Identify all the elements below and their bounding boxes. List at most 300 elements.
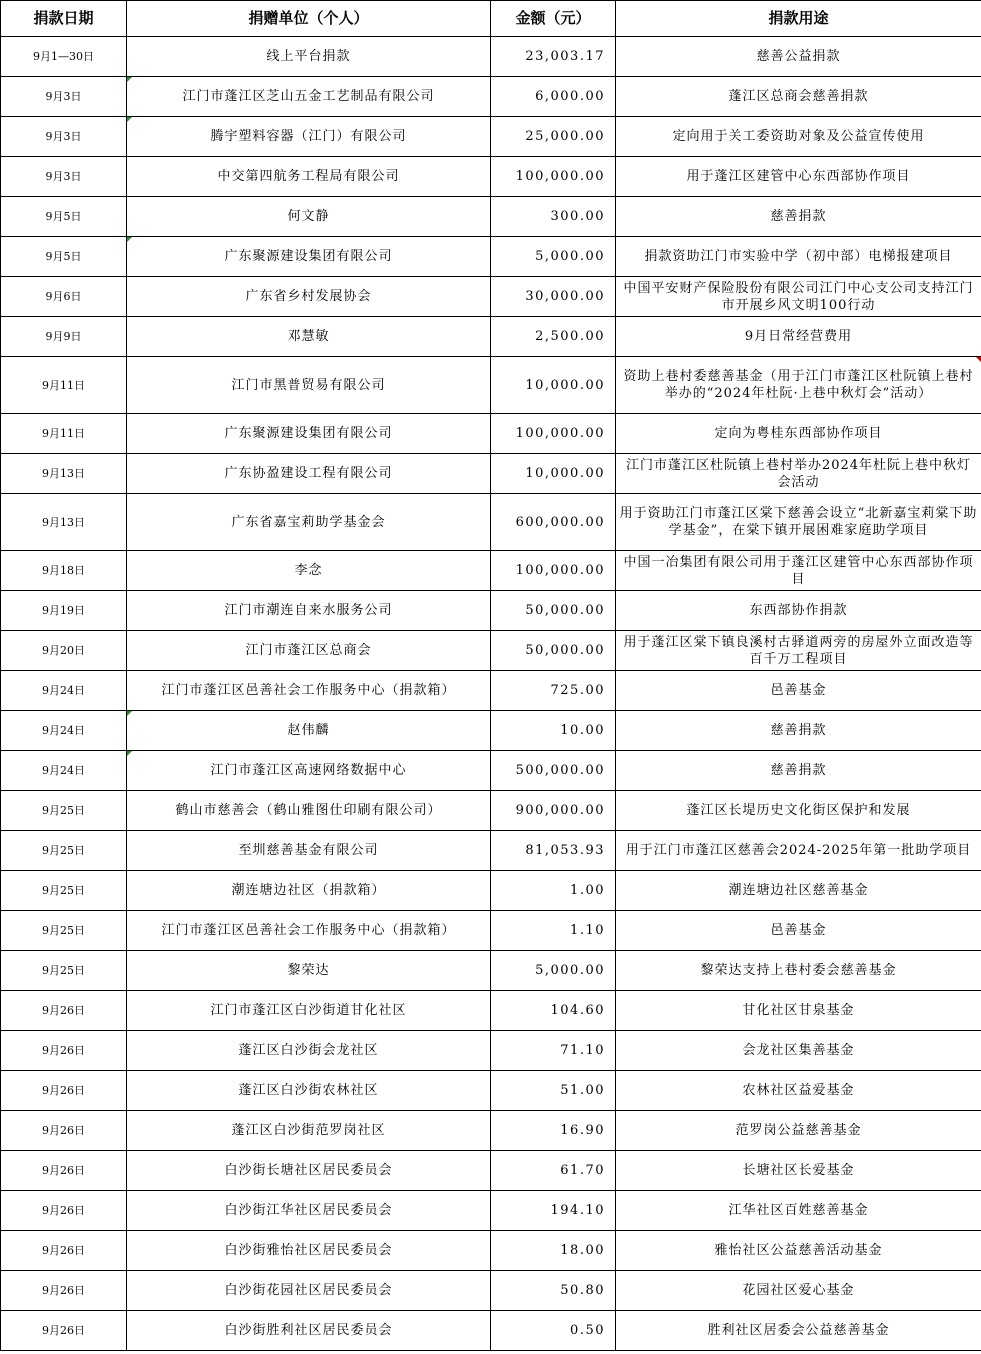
comment-marker-icon bbox=[127, 117, 132, 122]
purpose-cell bbox=[616, 911, 981, 951]
purpose-cell-text: 范罗岗公益慈善基金 bbox=[735, 1123, 862, 1138]
table-row bbox=[1, 831, 981, 871]
donor-cell-text: 白沙街花园社区居民委员会 bbox=[224, 1283, 393, 1298]
purpose-cell bbox=[616, 494, 981, 551]
date-cell bbox=[1, 951, 127, 991]
purpose-cell bbox=[616, 454, 981, 494]
purpose-cell bbox=[616, 1151, 981, 1191]
amount-cell bbox=[491, 1151, 616, 1191]
date-cell bbox=[1, 711, 127, 751]
donor-cell-text: 赵伟麟 bbox=[287, 723, 330, 738]
amount-cell-text: 2,500.00 bbox=[535, 329, 605, 344]
donor-cell-text: 白沙街江华社区居民委员会 bbox=[224, 1203, 393, 1218]
table-row bbox=[1, 1031, 981, 1071]
donor-cell-text: 邓慧敏 bbox=[287, 329, 330, 344]
donor-cell bbox=[127, 1031, 491, 1071]
purpose-cell bbox=[616, 1111, 981, 1151]
purpose-cell bbox=[616, 551, 981, 591]
purpose-cell bbox=[616, 77, 981, 117]
amount-cell bbox=[491, 1111, 616, 1151]
amount-cell-text: 104.60 bbox=[550, 1003, 605, 1018]
date-cell-text: 9月1—30日 bbox=[33, 50, 94, 63]
donor-cell-text: 中交第四航务工程局有限公司 bbox=[217, 169, 400, 184]
amount-cell-text: 23,003.17 bbox=[525, 49, 605, 64]
amount-cell bbox=[491, 454, 616, 494]
donor-cell bbox=[127, 414, 491, 454]
donor-cell-text: 何文静 bbox=[287, 209, 330, 224]
amount-cell bbox=[491, 831, 616, 871]
purpose-cell bbox=[616, 1311, 981, 1351]
amount-cell bbox=[491, 1031, 616, 1071]
table-row bbox=[1, 1151, 981, 1191]
amount-cell-text: 900,000.00 bbox=[515, 803, 605, 818]
amount-cell bbox=[491, 671, 616, 711]
donor-cell-text: 江门市潮连自来水服务公司 bbox=[224, 603, 393, 618]
donor-cell-text: 白沙街雅怡社区居民委员会 bbox=[224, 1243, 393, 1258]
date-cell bbox=[1, 1191, 127, 1231]
purpose-cell-text: 东西部协作捐款 bbox=[749, 603, 848, 618]
donor-cell-text: 江门市蓬江区总商会 bbox=[245, 643, 372, 658]
purpose-cell-text: 潮连塘边社区慈善基金 bbox=[728, 883, 869, 898]
amount-cell bbox=[491, 551, 616, 591]
purpose-cell bbox=[616, 157, 981, 197]
date-cell-text: 9月11日 bbox=[42, 378, 85, 392]
amount-cell bbox=[491, 911, 616, 951]
header-date: 捐款日期 bbox=[1, 1, 127, 37]
purpose-cell bbox=[616, 831, 981, 871]
table-row bbox=[1, 751, 981, 791]
amount-cell-text: 1.10 bbox=[570, 923, 605, 938]
table-row bbox=[1, 317, 981, 357]
date-cell bbox=[1, 1231, 127, 1271]
donor-cell-text: 江门市蓬江区芝山五金工艺制品有限公司 bbox=[182, 89, 435, 104]
amount-cell bbox=[491, 237, 616, 277]
table-row bbox=[1, 37, 981, 77]
amount-cell-text: 61.70 bbox=[560, 1163, 605, 1178]
header-purpose: 捐款用途 bbox=[616, 1, 981, 37]
table-row bbox=[1, 277, 981, 317]
purpose-cell bbox=[616, 317, 981, 357]
amount-cell-text: 10,000.00 bbox=[525, 377, 605, 393]
amount-cell bbox=[491, 871, 616, 911]
amount-cell bbox=[491, 711, 616, 751]
purpose-cell-text: 蓬江区总商会慈善捐款 bbox=[728, 89, 869, 104]
purpose-cell bbox=[616, 414, 981, 454]
date-cell-text: 9月25日 bbox=[42, 844, 85, 857]
purpose-cell-text: 用于资助江门市蓬江区棠下慈善会设立“北新嘉宝莉棠下助学基金”，在棠下镇开展困难家庭助学项目 bbox=[619, 506, 978, 538]
date-cell-text: 9月11日 bbox=[42, 427, 85, 440]
purpose-cell-text: 江华社区百姓慈善基金 bbox=[728, 1203, 869, 1218]
purpose-cell bbox=[616, 1231, 981, 1271]
date-cell-text: 9月26日 bbox=[42, 1164, 85, 1177]
date-cell-text: 9月26日 bbox=[42, 1044, 85, 1057]
amount-cell bbox=[491, 1191, 616, 1231]
purpose-cell bbox=[616, 791, 981, 831]
amount-cell-text: 50,000.00 bbox=[525, 603, 605, 618]
donor-cell-text: 腾宇塑料容器（江门）有限公司 bbox=[210, 129, 407, 144]
date-cell bbox=[1, 1311, 127, 1351]
purpose-cell-text: 用于蓬江区建管中心东西部协作项目 bbox=[686, 169, 911, 184]
table-row bbox=[1, 951, 981, 991]
amount-cell bbox=[491, 157, 616, 197]
date-cell bbox=[1, 751, 127, 791]
amount-cell-text: 50,000.00 bbox=[525, 643, 605, 658]
amount-cell-text: 30,000.00 bbox=[525, 289, 605, 304]
purpose-cell bbox=[616, 751, 981, 791]
donor-cell bbox=[127, 671, 491, 711]
date-cell-text: 9月26日 bbox=[42, 1084, 85, 1097]
date-cell bbox=[1, 791, 127, 831]
purpose-cell-text: 江门市蓬江区杜阮镇上巷村举办2024年杜阮上巷中秋灯会活动 bbox=[625, 457, 972, 490]
purpose-cell bbox=[616, 1031, 981, 1071]
purpose-cell bbox=[616, 991, 981, 1031]
purpose-cell-text: 长塘社区长爱基金 bbox=[742, 1163, 855, 1178]
amount-cell-text: 6,000.00 bbox=[535, 89, 605, 104]
donor-cell bbox=[127, 871, 491, 911]
purpose-cell-text: 会龙社区集善基金 bbox=[742, 1043, 855, 1058]
donor-cell-text: 江门市黑普贸易有限公司 bbox=[231, 377, 386, 393]
amount-cell bbox=[491, 357, 616, 414]
donor-cell bbox=[127, 951, 491, 991]
date-cell-text: 9月25日 bbox=[42, 924, 85, 937]
date-cell-text: 9月26日 bbox=[42, 1004, 85, 1017]
date-cell-text: 9月25日 bbox=[42, 884, 85, 897]
donor-cell-text: 广东聚源建设集团有限公司 bbox=[224, 426, 393, 441]
date-cell-text: 9月24日 bbox=[42, 684, 85, 697]
date-cell-text: 9月26日 bbox=[42, 1124, 85, 1137]
donor-cell bbox=[127, 1071, 491, 1111]
purpose-cell-text: 农林社区益爱基金 bbox=[742, 1083, 855, 1098]
purpose-cell-text: 慈善捐款 bbox=[770, 209, 827, 224]
date-cell bbox=[1, 414, 127, 454]
amount-cell bbox=[491, 1271, 616, 1311]
amount-cell-text: 600,000.00 bbox=[515, 514, 605, 530]
purpose-cell-text: 资助上巷村委慈善基金（用于江门市蓬江区杜阮镇上巷村举办的“2024年杜阮·上巷中秋灯会”活动） bbox=[623, 369, 974, 401]
amount-cell-text: 1.00 bbox=[570, 883, 605, 898]
purpose-cell-text: 中国一冶集团有限公司用于蓬江区建管中心东西部协作项目 bbox=[623, 554, 974, 587]
date-cell-text: 9月26日 bbox=[42, 1284, 85, 1297]
donor-cell bbox=[127, 237, 491, 277]
date-cell-text: 9月13日 bbox=[42, 515, 85, 529]
donor-cell bbox=[127, 157, 491, 197]
amount-cell bbox=[491, 1231, 616, 1271]
amount-cell bbox=[491, 197, 616, 237]
header-row bbox=[1, 1, 981, 37]
purpose-cell-text: 邑善基金 bbox=[770, 923, 827, 938]
amount-cell bbox=[491, 37, 616, 77]
table-row bbox=[1, 991, 981, 1031]
table-row bbox=[1, 1071, 981, 1111]
comment-marker-icon bbox=[127, 77, 132, 82]
date-cell bbox=[1, 1071, 127, 1111]
amount-cell bbox=[491, 631, 616, 671]
donor-cell bbox=[127, 357, 491, 414]
donor-cell-text: 江门市蓬江区邑善社会工作服务中心（捐款箱） bbox=[161, 923, 456, 938]
date-cell-text: 9月5日 bbox=[45, 250, 82, 263]
donor-cell-text: 线上平台捐款 bbox=[266, 49, 351, 64]
donor-cell bbox=[127, 494, 491, 551]
table-row bbox=[1, 454, 981, 494]
amount-cell-text: 10,000.00 bbox=[525, 466, 605, 481]
date-cell bbox=[1, 831, 127, 871]
purpose-cell bbox=[616, 1271, 981, 1311]
amount-cell-text: 100,000.00 bbox=[515, 426, 605, 441]
donor-cell bbox=[127, 991, 491, 1031]
donor-cell bbox=[127, 277, 491, 317]
donor-cell bbox=[127, 1311, 491, 1351]
table-row bbox=[1, 591, 981, 631]
table-row bbox=[1, 711, 981, 751]
amount-cell-text: 25,000.00 bbox=[525, 129, 605, 144]
purpose-cell bbox=[616, 197, 981, 237]
donor-cell bbox=[127, 317, 491, 357]
amount-cell-text: 0.50 bbox=[570, 1323, 605, 1338]
purpose-cell-text: 中国平安财产保险股份有限公司江门中心支公司支持江门市开展乡风文明100行动 bbox=[623, 280, 974, 313]
donor-cell bbox=[127, 77, 491, 117]
date-cell bbox=[1, 117, 127, 157]
donor-cell-text: 鹤山市慈善会（鹤山雅图仕印刷有限公司） bbox=[175, 803, 442, 818]
table-row bbox=[1, 1191, 981, 1231]
comment-marker-icon bbox=[127, 711, 132, 716]
amount-cell-text: 725.00 bbox=[550, 683, 605, 698]
amount-cell-text: 300.00 bbox=[550, 209, 605, 224]
date-cell bbox=[1, 454, 127, 494]
donor-cell-text: 黎荣达 bbox=[287, 963, 330, 978]
donor-cell bbox=[127, 37, 491, 77]
amount-cell bbox=[491, 77, 616, 117]
header-donor: 捐赠单位（个人） bbox=[127, 1, 491, 37]
date-cell bbox=[1, 1271, 127, 1311]
purpose-cell bbox=[616, 951, 981, 991]
date-cell bbox=[1, 37, 127, 77]
amount-cell bbox=[491, 751, 616, 791]
date-cell bbox=[1, 77, 127, 117]
date-cell-text: 9月9日 bbox=[45, 330, 82, 343]
purpose-cell bbox=[616, 277, 981, 317]
donor-cell-text: 广东聚源建设集团有限公司 bbox=[224, 249, 393, 264]
amount-cell-text: 10.00 bbox=[560, 723, 605, 738]
amount-cell bbox=[491, 494, 616, 551]
amount-cell-text: 100,000.00 bbox=[515, 563, 605, 578]
donor-cell-text: 蓬江区白沙街会龙社区 bbox=[238, 1043, 379, 1058]
donor-cell-text: 潮连塘边社区（捐款箱） bbox=[231, 883, 386, 898]
amount-cell-text: 81,053.93 bbox=[525, 843, 605, 858]
donor-cell bbox=[127, 1231, 491, 1271]
purpose-cell-text: 9月日常经营费用 bbox=[744, 329, 853, 344]
donor-cell-text: 蓬江区白沙街农林社区 bbox=[238, 1083, 379, 1098]
date-cell-text: 9月20日 bbox=[42, 644, 85, 657]
date-cell-text: 9月3日 bbox=[45, 90, 82, 103]
donor-cell-text: 江门市蓬江区高速网络数据中心 bbox=[210, 763, 407, 778]
table-body bbox=[1, 37, 981, 1351]
table-row bbox=[1, 117, 981, 157]
purpose-cell bbox=[616, 357, 981, 414]
amount-cell-text: 50.80 bbox=[560, 1283, 605, 1298]
purpose-cell bbox=[616, 237, 981, 277]
purpose-cell-text: 蓬江区长堤历史文化街区保护和发展 bbox=[686, 803, 911, 818]
table-row bbox=[1, 551, 981, 591]
date-cell-text: 9月24日 bbox=[42, 724, 85, 737]
purpose-cell-text: 捐款资助江门市实验中学（初中部）电梯报建项目 bbox=[644, 249, 953, 264]
table-row bbox=[1, 157, 981, 197]
amount-cell-text: 5,000.00 bbox=[535, 963, 605, 978]
table-row bbox=[1, 671, 981, 711]
amount-cell-text: 16.90 bbox=[560, 1123, 605, 1138]
amount-cell-text: 100,000.00 bbox=[515, 169, 605, 184]
date-cell bbox=[1, 671, 127, 711]
table-row bbox=[1, 494, 981, 551]
purpose-cell bbox=[616, 631, 981, 671]
date-cell bbox=[1, 631, 127, 671]
table-row bbox=[1, 77, 981, 117]
date-cell-text: 9月25日 bbox=[42, 964, 85, 977]
amount-cell bbox=[491, 991, 616, 1031]
amount-cell-text: 500,000.00 bbox=[515, 763, 605, 778]
date-cell bbox=[1, 911, 127, 951]
amount-cell bbox=[491, 317, 616, 357]
date-cell bbox=[1, 1151, 127, 1191]
date-cell bbox=[1, 1111, 127, 1151]
date-cell-text: 9月18日 bbox=[42, 564, 85, 577]
purpose-cell-text: 甘化社区甘泉基金 bbox=[742, 1003, 855, 1018]
date-cell-text: 9月26日 bbox=[42, 1324, 85, 1337]
amount-cell bbox=[491, 414, 616, 454]
donor-cell bbox=[127, 591, 491, 631]
date-cell-text: 9月5日 bbox=[45, 210, 82, 223]
donor-cell bbox=[127, 197, 491, 237]
donor-cell-text: 李念 bbox=[294, 563, 323, 578]
donor-cell-text: 蓬江区白沙街范罗岗社区 bbox=[231, 1123, 386, 1138]
table-row bbox=[1, 1231, 981, 1271]
date-cell bbox=[1, 357, 127, 414]
amount-cell-text: 194.10 bbox=[550, 1203, 605, 1218]
donor-cell bbox=[127, 831, 491, 871]
donor-cell-text: 江门市蓬江区邑善社会工作服务中心（捐款箱） bbox=[161, 683, 456, 698]
table-row bbox=[1, 1311, 981, 1351]
donor-cell-text: 白沙街长塘社区居民委员会 bbox=[224, 1163, 393, 1178]
table-row bbox=[1, 1271, 981, 1311]
purpose-cell-text: 用于蓬江区棠下镇良溪村古驿道两旁的房屋外立面改造等百千万工程项目 bbox=[623, 634, 974, 667]
amount-cell-text: 5,000.00 bbox=[535, 249, 605, 264]
comment-marker-icon bbox=[127, 751, 132, 756]
comment-marker-icon bbox=[976, 357, 981, 362]
donor-cell bbox=[127, 711, 491, 751]
date-cell bbox=[1, 157, 127, 197]
date-cell bbox=[1, 237, 127, 277]
date-cell bbox=[1, 494, 127, 551]
table-row bbox=[1, 791, 981, 831]
amount-cell bbox=[491, 591, 616, 631]
date-cell-text: 9月3日 bbox=[45, 170, 82, 183]
purpose-cell-text: 慈善捐款 bbox=[770, 723, 827, 738]
donor-cell bbox=[127, 911, 491, 951]
date-cell-text: 9月6日 bbox=[45, 290, 82, 303]
purpose-cell-text: 慈善捐款 bbox=[770, 763, 827, 778]
date-cell bbox=[1, 871, 127, 911]
purpose-cell bbox=[616, 871, 981, 911]
amount-cell bbox=[491, 1311, 616, 1351]
amount-cell bbox=[491, 117, 616, 157]
donor-cell bbox=[127, 1111, 491, 1151]
donor-cell-text: 江门市蓬江区白沙街道甘化社区 bbox=[210, 1003, 407, 1018]
amount-cell-text: 18.00 bbox=[560, 1243, 605, 1258]
purpose-cell-text: 黎荣达支持上巷村委会慈善基金 bbox=[700, 963, 897, 978]
donor-cell bbox=[127, 1271, 491, 1311]
date-cell-text: 9月13日 bbox=[42, 467, 85, 480]
table-row bbox=[1, 871, 981, 911]
date-cell-text: 9月24日 bbox=[42, 764, 85, 777]
date-cell-text: 9月25日 bbox=[42, 804, 85, 817]
date-cell bbox=[1, 591, 127, 631]
purpose-cell bbox=[616, 1191, 981, 1231]
table-row bbox=[1, 237, 981, 277]
donor-cell bbox=[127, 791, 491, 831]
date-cell bbox=[1, 551, 127, 591]
donor-cell-text: 至圳慈善基金有限公司 bbox=[238, 843, 379, 858]
table-row bbox=[1, 911, 981, 951]
date-cell bbox=[1, 197, 127, 237]
purpose-cell-text: 花园社区爱心基金 bbox=[742, 1283, 855, 1298]
donor-cell bbox=[127, 1151, 491, 1191]
donor-cell-text: 广东省乡村发展协会 bbox=[245, 289, 372, 304]
amount-cell-text: 71.10 bbox=[560, 1043, 605, 1058]
purpose-cell-text: 用于江门市蓬江区慈善会2024-2025年第一批助学项目 bbox=[625, 843, 972, 858]
donor-cell bbox=[127, 551, 491, 591]
table-row bbox=[1, 197, 981, 237]
donor-cell bbox=[127, 631, 491, 671]
table-row bbox=[1, 1111, 981, 1151]
purpose-cell-text: 定向用于关工委资助对象及公益宣传使用 bbox=[672, 129, 925, 144]
date-cell bbox=[1, 277, 127, 317]
donor-cell bbox=[127, 751, 491, 791]
amount-cell bbox=[491, 277, 616, 317]
amount-cell bbox=[491, 951, 616, 991]
amount-cell-text: 51.00 bbox=[560, 1083, 605, 1098]
donor-cell bbox=[127, 454, 491, 494]
donor-cell-text: 广东省嘉宝莉助学基金会 bbox=[231, 514, 386, 530]
date-cell-text: 9月26日 bbox=[42, 1244, 85, 1257]
date-cell-text: 9月3日 bbox=[45, 130, 82, 143]
purpose-cell bbox=[616, 37, 981, 77]
purpose-cell bbox=[616, 671, 981, 711]
date-cell bbox=[1, 991, 127, 1031]
amount-cell bbox=[491, 1071, 616, 1111]
comment-marker-icon bbox=[127, 237, 132, 242]
date-cell-text: 9月26日 bbox=[42, 1204, 85, 1217]
donor-cell-text: 广东协盈建设工程有限公司 bbox=[224, 466, 393, 481]
purpose-cell-text: 胜利社区居委会公益慈善基金 bbox=[707, 1323, 890, 1338]
purpose-cell-text: 邑善基金 bbox=[770, 683, 827, 698]
purpose-cell-text: 慈善公益捐款 bbox=[756, 49, 841, 64]
purpose-cell bbox=[616, 117, 981, 157]
date-cell bbox=[1, 317, 127, 357]
amount-cell bbox=[491, 791, 616, 831]
donor-cell bbox=[127, 1191, 491, 1231]
date-cell-text: 9月19日 bbox=[42, 604, 85, 617]
purpose-cell bbox=[616, 711, 981, 751]
table-row bbox=[1, 414, 981, 454]
purpose-cell bbox=[616, 1071, 981, 1111]
purpose-cell bbox=[616, 591, 981, 631]
purpose-cell-text: 雅怡社区公益慈善活动基金 bbox=[714, 1243, 883, 1258]
date-cell bbox=[1, 1031, 127, 1071]
donor-cell bbox=[127, 117, 491, 157]
header-amount: 金额（元） bbox=[491, 1, 616, 37]
purpose-cell-text: 定向为粤桂东西部协作项目 bbox=[714, 426, 883, 441]
table-row bbox=[1, 357, 981, 414]
donor-cell-text: 白沙街胜利社区居民委员会 bbox=[224, 1323, 393, 1338]
table-row bbox=[1, 631, 981, 671]
